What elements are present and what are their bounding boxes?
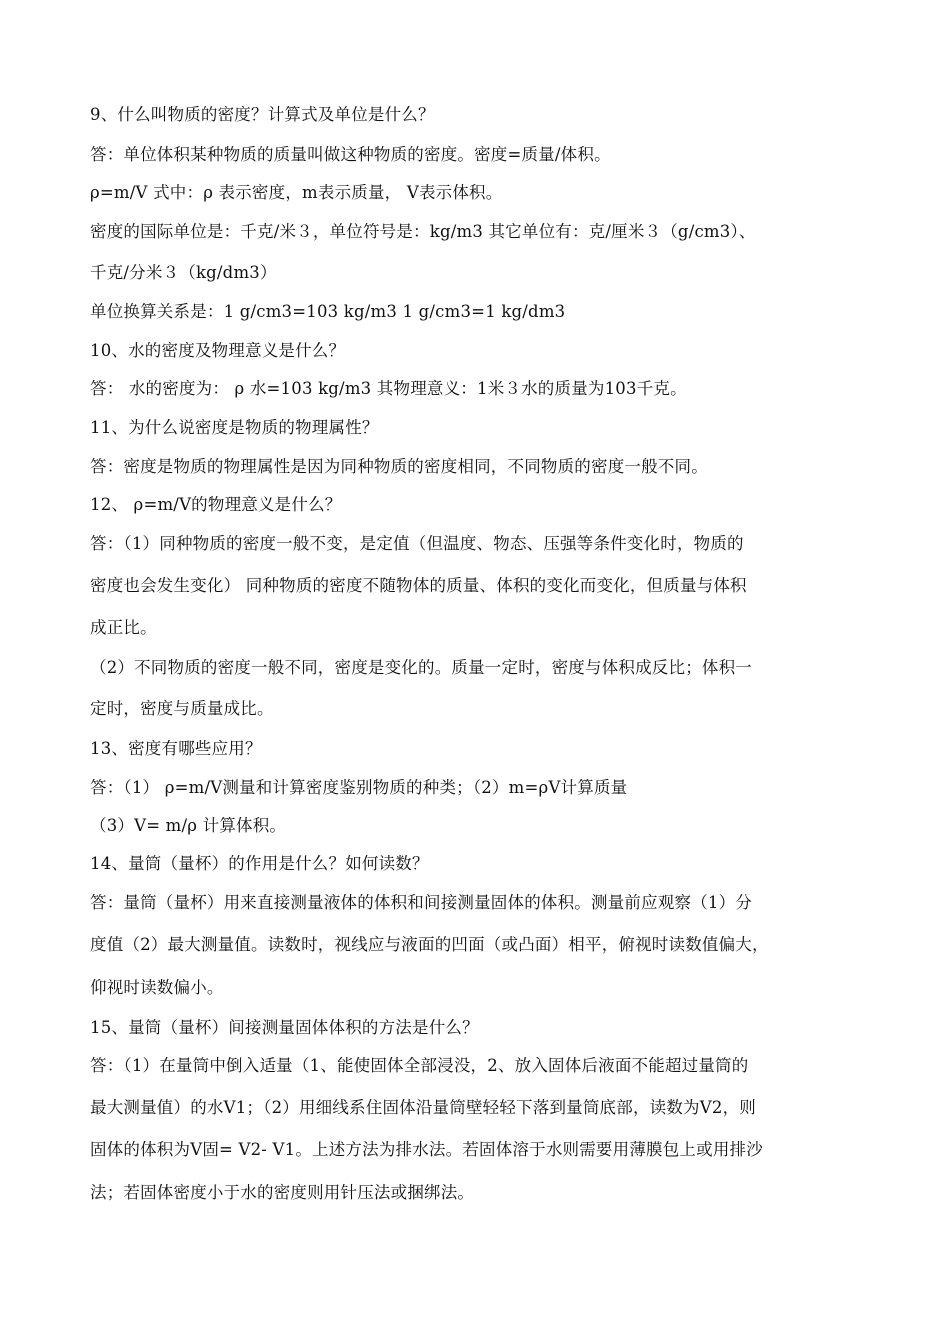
answer-15-line-4: 法；若固体密度小于水的密度则用针压法或捆绑法。 xyxy=(90,1183,475,1202)
answer-12-line-4: （2）不同物质的密度一般不同，密度是变化的。质量一定时，密度与体积成反比；体积一 xyxy=(90,658,752,677)
question-13: 13、密度有哪些应用？ xyxy=(90,739,262,758)
question-14: 14、量筒（量杯）的作用是什么？如何读数？ xyxy=(90,854,429,873)
question-10: 10、水的密度及物理意义是什么？ xyxy=(90,341,346,360)
answer-12-line-5: 定时，密度与质量成比。 xyxy=(90,699,274,718)
answer-15-line-2: 最大测量值）的水V1；（2）用细线系住固体沿量筒壁轻轻下落到量筒底部，读数为V2，则 xyxy=(90,1098,756,1117)
answer-12-line-3: 成正比。 xyxy=(90,618,157,637)
answer-9-line-2: ρ=m/V 式中：ρ 表示密度，m表示质量， V表示体积。 xyxy=(90,183,503,202)
answer-13-line-1: 答：（1） ρ=m/V测量和计算密度鉴别物质的种类；（2）m=ρV计算质量 xyxy=(90,778,628,797)
question-12: 12、 ρ=m/V的物理意义是什么？ xyxy=(90,495,342,514)
question-11: 11、为什么说密度是物质的物理属性？ xyxy=(90,418,379,437)
answer-9-line-4: 千克/分米３（kg/dm3） xyxy=(90,263,277,282)
answer-15-line-1: 答：（1）在量筒中倒入适量（1、能使固体全部浸没，2、放入固体后液面不能超过量筒的 xyxy=(90,1056,749,1075)
answer-9-line-3: 密度的国际单位是：千克/米３，单位符号是：kg/m3 其它单位有：克/厘米３（g/cm3）、 xyxy=(90,222,756,241)
answer-10: 答： 水的密度为： ρ 水=103 kg/m3 其物理意义：1米３水的质量为103千克。 xyxy=(90,379,687,398)
answer-15-line-3: 固体的体积为V固= V2- V1。上述方法为排水法。若固体溶于水则需要用薄膜包上或用排沙 xyxy=(90,1140,763,1159)
answer-14-line-1: 答：量筒（量杯）用来直接测量液体的体积和间接测量固体的体积。测量前应观察（1）分 xyxy=(90,893,752,912)
answer-12-line-2: 密度也会发生变化） 同种物质的密度不随物体的质量、体积的变化而变化，但质量与体积 xyxy=(90,576,747,595)
answer-13-line-2: （3）V= m/ρ 计算体积。 xyxy=(90,816,287,835)
answer-14-line-2: 度值（2）最大测量值。读数时，视线应与液面的凹面（或凸面）相平，俯视时读数值偏大， xyxy=(90,935,769,954)
question-15: 15、量筒（量杯）间接测量固体体积的方法是什么？ xyxy=(90,1018,479,1037)
answer-14-line-3: 仰视时读数偏小。 xyxy=(90,978,224,997)
question-9: 9、什么叫物质的密度？计算式及单位是什么？ xyxy=(90,105,435,124)
answer-12-line-1: 答：（1）同种物质的密度一般不变，是定值（但温度、物态、压强等条件变化时，物质的 xyxy=(90,534,744,553)
answer-9-line-1: 答：单位体积某种物质的质量叫做这种物质的密度。密度=质量/体积。 xyxy=(90,145,611,164)
answer-11: 答：密度是物质的物理属性是因为同种物质的密度相同，不同物质的密度一般不同。 xyxy=(90,457,708,476)
answer-9-line-5: 单位换算关系是：1 g/cm3=103 kg/m3 1 g/cm3=1 kg/dm3 xyxy=(90,302,566,321)
